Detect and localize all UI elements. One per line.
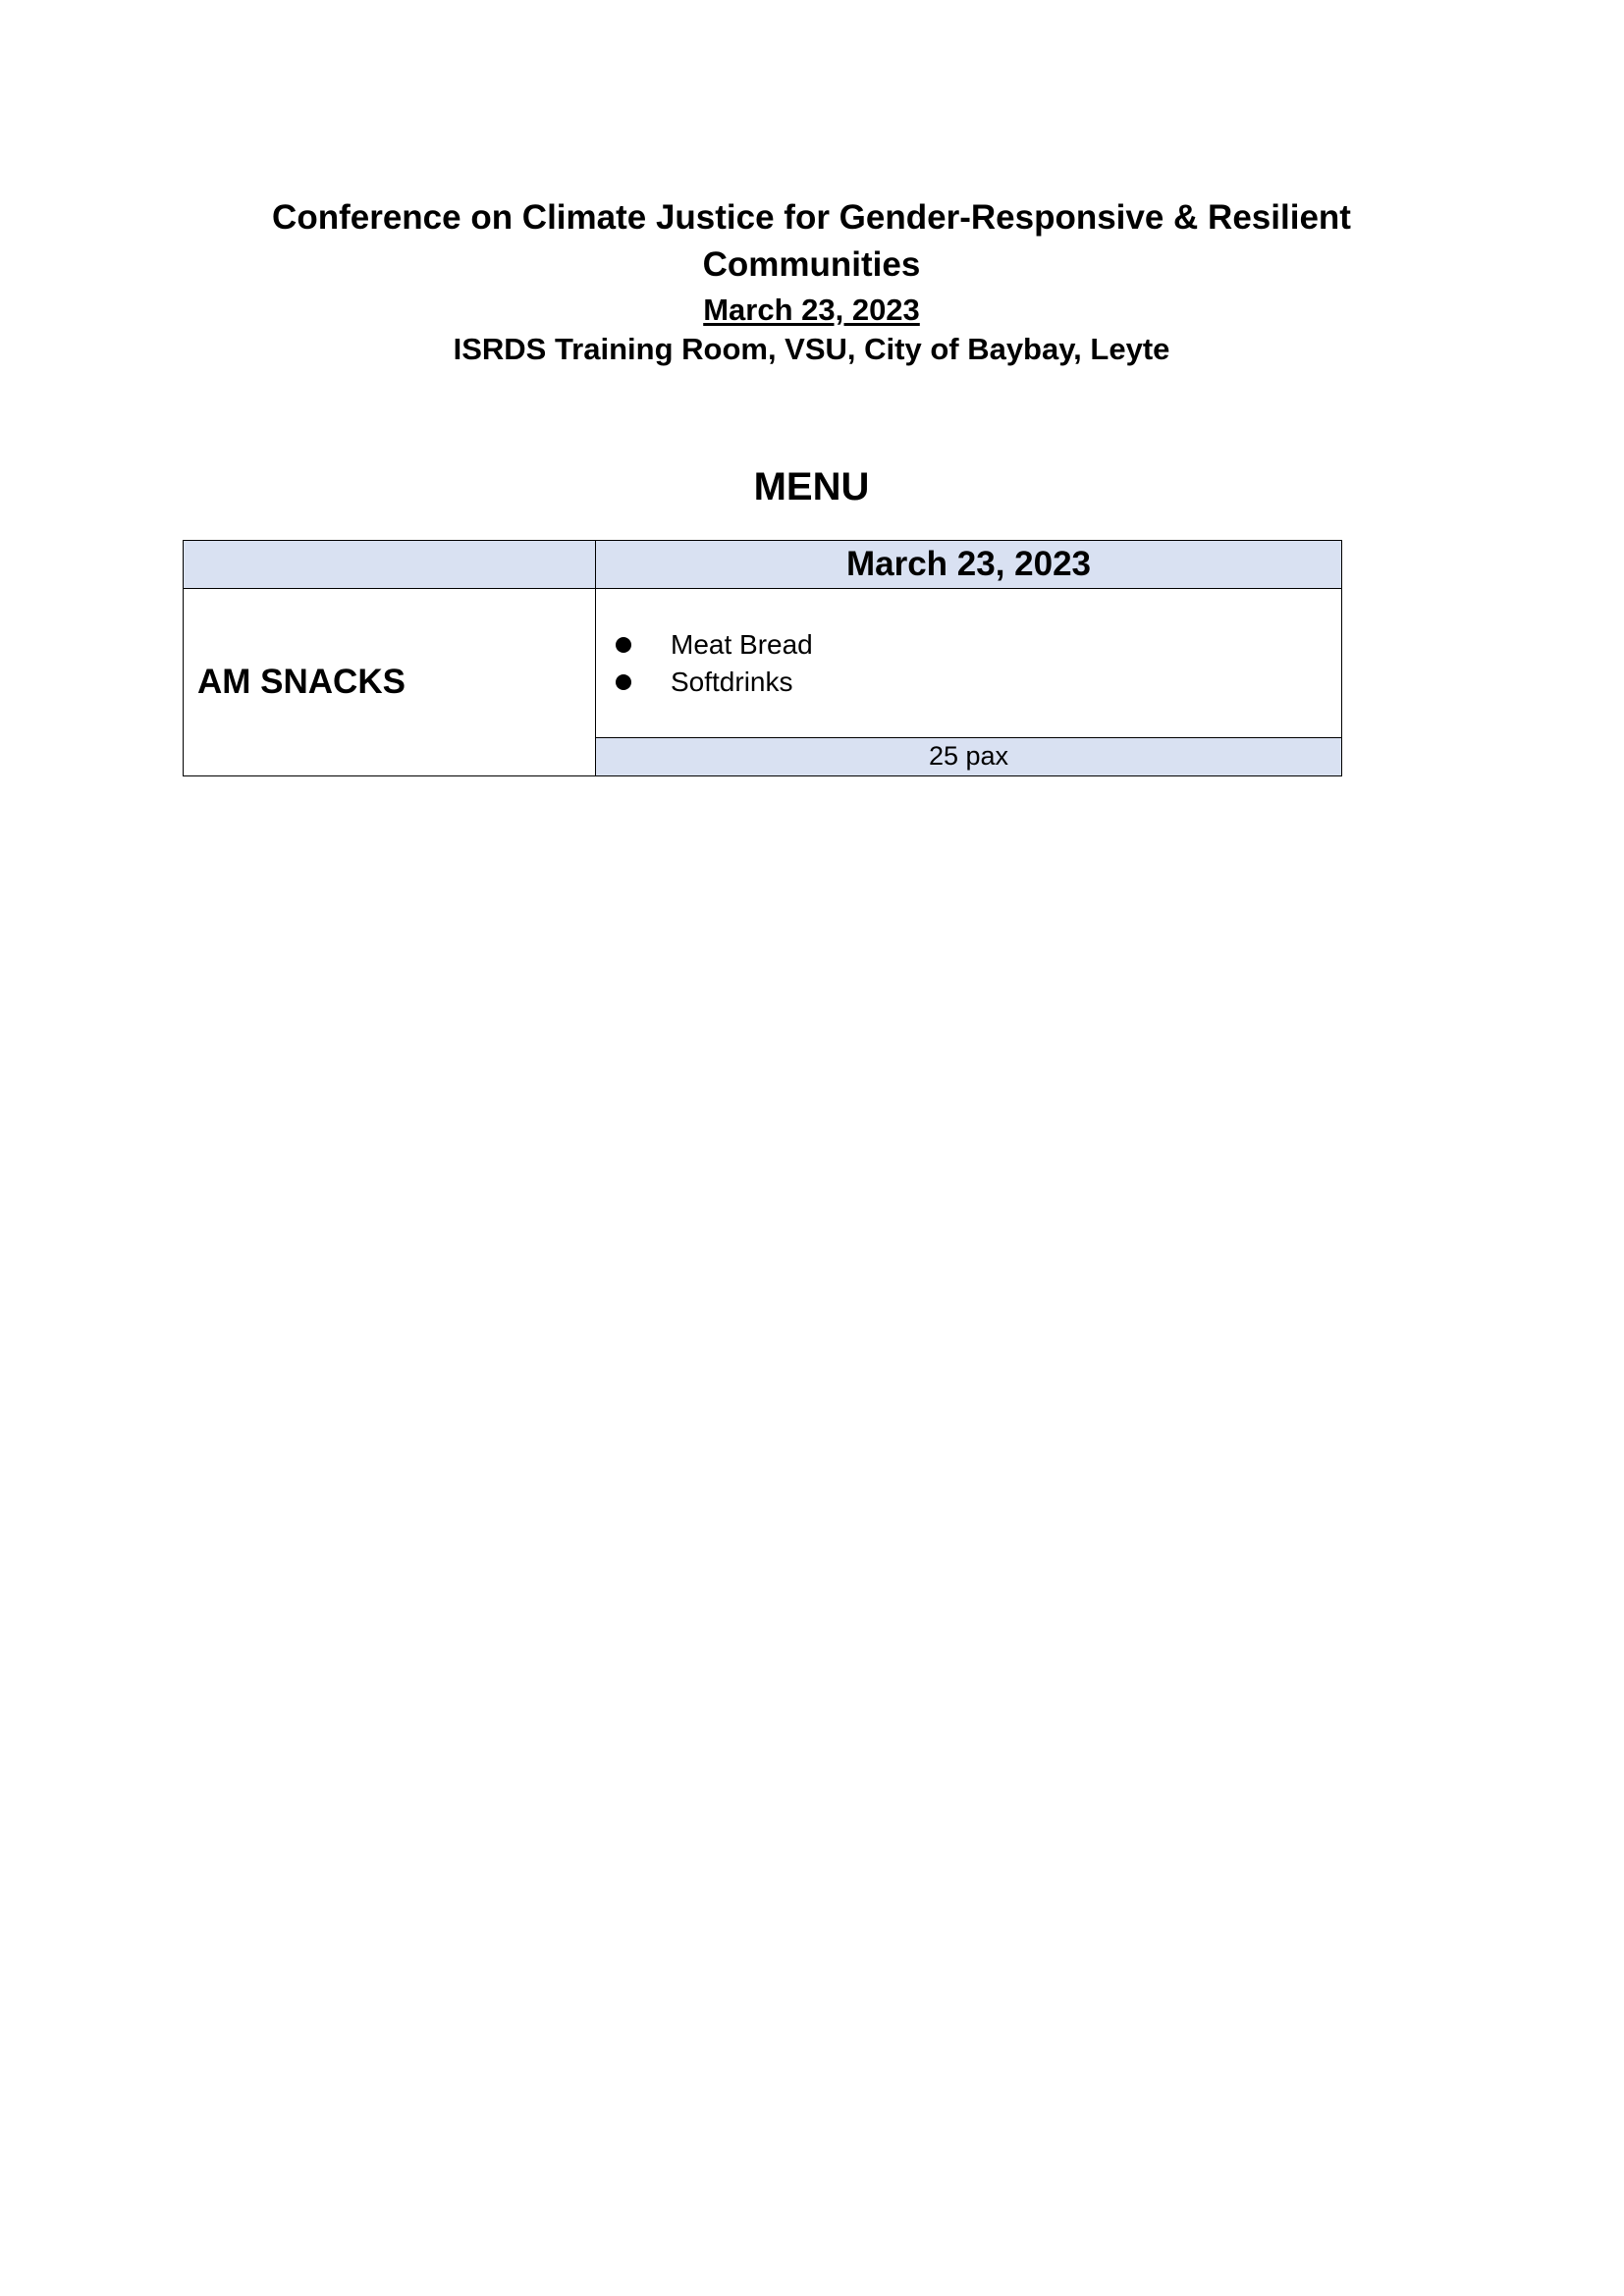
menu-item-label: Softdrinks bbox=[671, 667, 793, 697]
bullet-icon bbox=[616, 674, 631, 690]
list-item bbox=[596, 626, 1341, 664]
table-row bbox=[184, 589, 1342, 738]
bullet-icon bbox=[616, 637, 631, 653]
conference-venue: ISRDS Training Room, VSU, City of Baybay, Leyte bbox=[453, 332, 1170, 366]
menu-item-label: Meat Bread bbox=[671, 629, 813, 660]
menu-heading: MENU bbox=[753, 465, 870, 508]
list-item bbox=[596, 664, 1341, 701]
menu-table-header-date: March 23, 2023 bbox=[596, 541, 1342, 589]
conference-title-line-1: Conference on Climate Justice for Gender-Responsive & Resilient bbox=[272, 198, 1351, 237]
menu-items-cell bbox=[596, 589, 1342, 738]
conference-title-line-2: Communities bbox=[702, 245, 921, 284]
document-header bbox=[183, 194, 1440, 369]
pax-count: 25 pax bbox=[596, 737, 1342, 775]
menu-items-list bbox=[596, 626, 1341, 701]
menu-table-header-blank-cell bbox=[184, 541, 596, 589]
meal-label-am-snacks: AM SNACKS bbox=[184, 589, 596, 776]
menu-table-header-row bbox=[184, 541, 1342, 589]
menu-table bbox=[183, 540, 1342, 776]
conference-date: March 23, 2023 bbox=[703, 293, 920, 327]
